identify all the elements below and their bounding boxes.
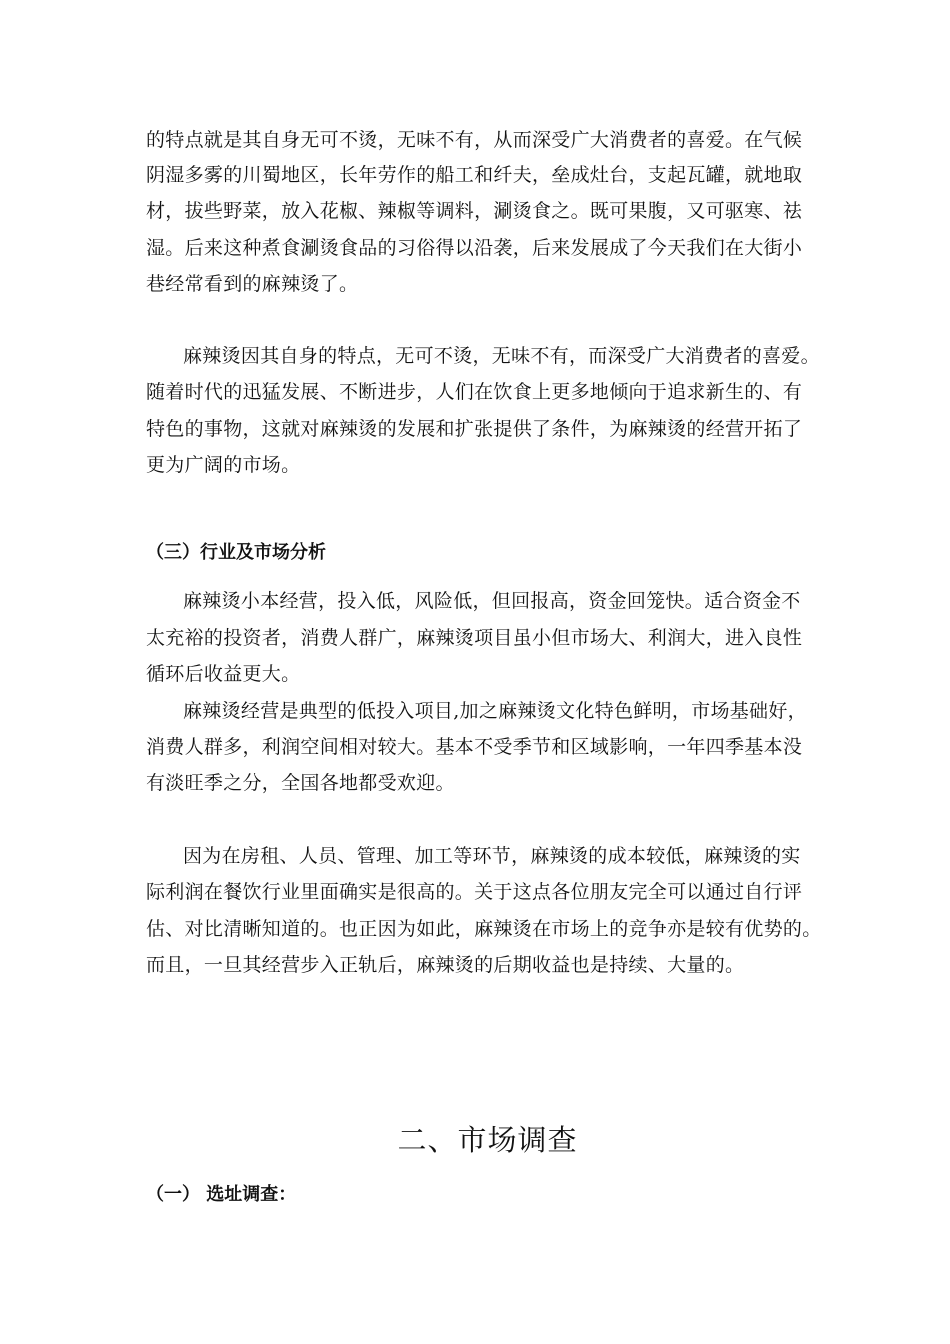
paragraph-4-line-3: 有淡旺季之分，全国各地都受欢迎。: [146, 772, 455, 794]
paragraph-4-line-2: 消费人群多，利润空间相对较大。基本不受季节和区域影响，一年四季基本没: [146, 736, 803, 758]
paragraph-2-line-3: 特色的事物，这就对麻辣烫的发展和扩张提供了条件，为麻辣烫的经营开拓了: [146, 418, 803, 440]
paragraph-3-line-3: 循环后收益更大。: [146, 663, 301, 685]
paragraph-4-line-1: 麻辣烫经营是典型的低投入项目,加之麻辣烫文化特色鲜明，市场基础好，: [183, 700, 807, 722]
paragraph-1-line-1: 的特点就是其自身无可不烫，无味不有，从而深受广大消费者的喜爱。在气候: [146, 129, 803, 151]
paragraph-2-line-4: 更为广阔的市场。: [146, 454, 301, 476]
paragraph-5-line-3: 估、对比清晰知道的。也正因为如此，麻辣烫在市场上的竞争亦是较有优势的。: [146, 918, 822, 940]
paragraph-1-line-3: 材，拔些野菜，放入花椒、辣椒等调料，涮烫食之。既可果腹，又可驱寒、祛: [146, 200, 803, 222]
paragraph-1-line-4: 湿。后来这种煮食涮烫食品的习俗得以沿袭，后来发展成了今天我们在大街小: [146, 237, 803, 259]
paragraph-3-line-1: 麻辣烫小本经营，投入低，风险低，但回报高，资金回笼快。适合资金不: [183, 590, 801, 612]
chapter-heading: 二、市场调查: [397, 1123, 578, 1157]
paragraph-2-line-2: 随着时代的迅猛发展、不断进步，人们在饮食上更多地倾向于追求新生的、有: [146, 381, 803, 403]
paragraph-1-line-2: 阴湿多雾的川蜀地区，长年劳作的船工和纤夫，垒成灶台，支起瓦罐，就地取: [146, 164, 803, 186]
paragraph-5-line-2: 际利润在餐饮行业里面确实是很高的。关于这点各位朋友完全可以通过自行评: [146, 881, 803, 903]
paragraph-1-line-5: 巷经常看到的麻辣烫了。: [146, 273, 359, 295]
subsection-heading: （一） 选址调查：: [146, 1184, 297, 1205]
paragraph-5-line-4: 而且，一旦其经营步入正轨后，麻辣烫的后期收益也是持续、大量的。: [146, 954, 745, 976]
paragraph-5-line-1: 因为在房租、人员、管理、加工等环节，麻辣烫的成本较低，麻辣烫的实: [183, 845, 801, 867]
paragraph-2-line-1: 麻辣烫因其自身的特点，无可不烫，无味不有，而深受广大消费者的喜爱。: [183, 345, 820, 367]
section-heading: （三）行业及市场分析: [146, 542, 326, 563]
paragraph-3-line-2: 太充裕的投资者，消费人群广，麻辣烫项目虽小但市场大、利润大，进入良性: [146, 627, 803, 649]
